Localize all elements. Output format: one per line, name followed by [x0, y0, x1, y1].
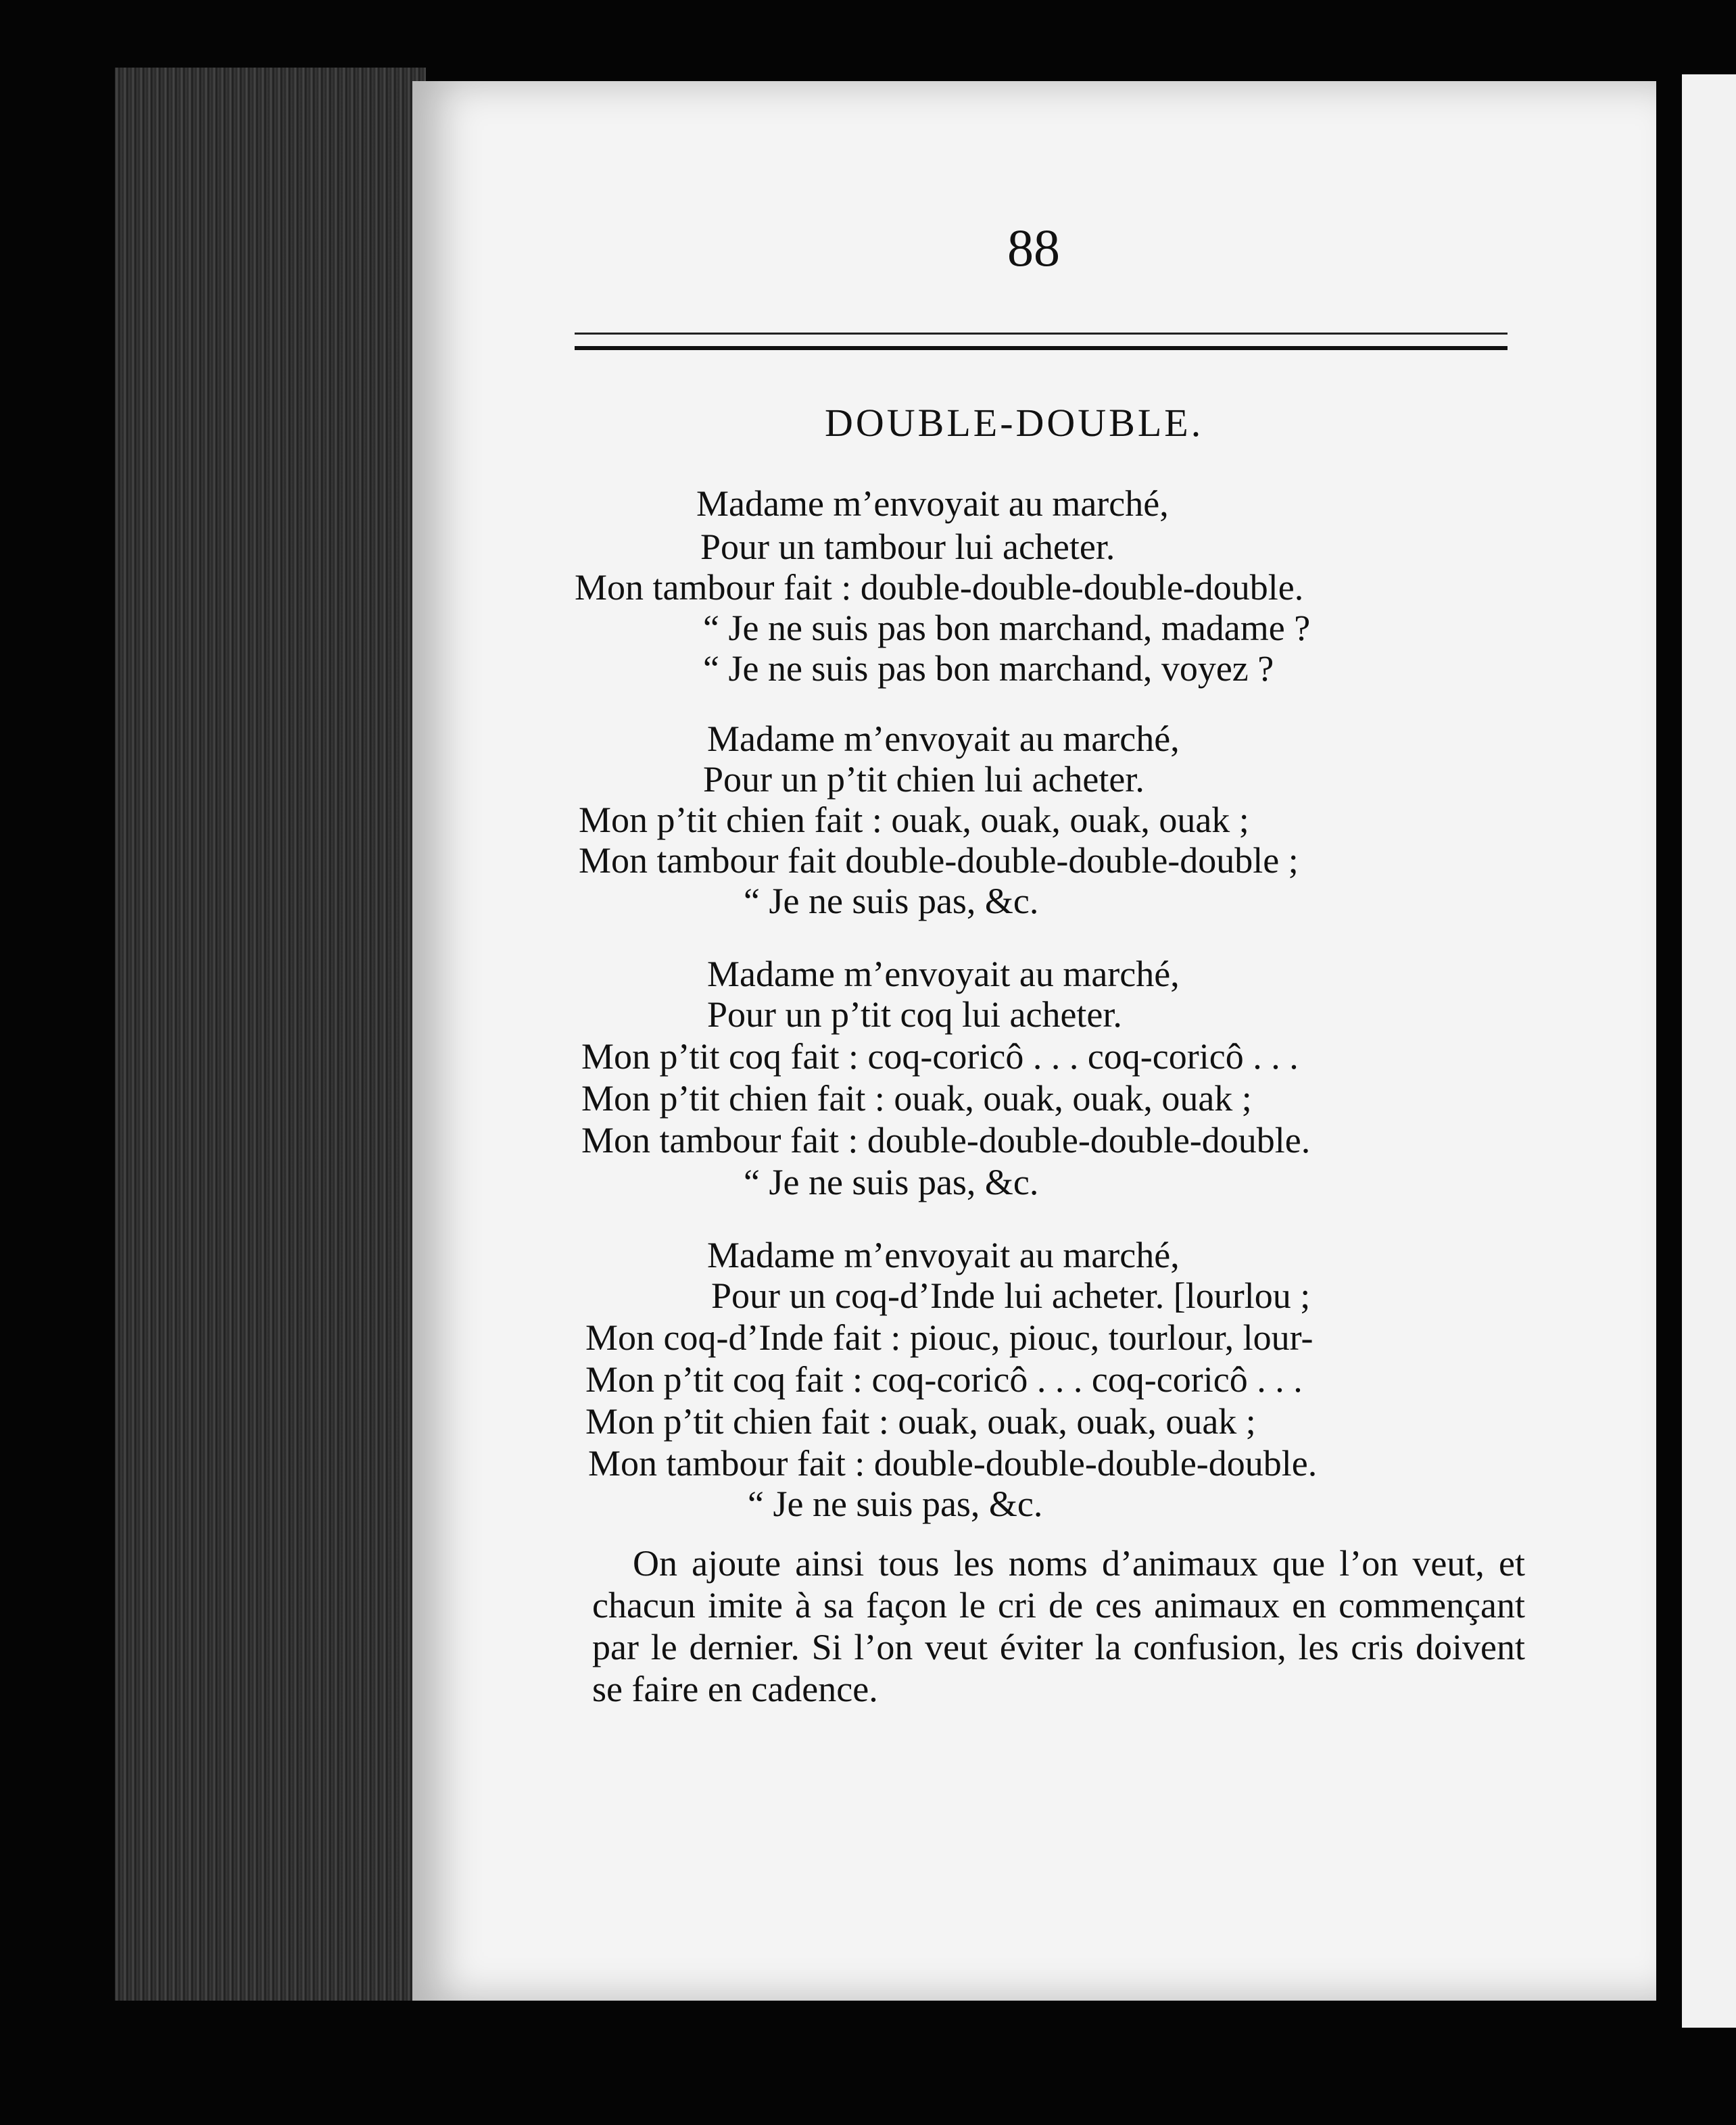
verse-line: Mon p’tit chien fait : ouak, ouak, ouak, ouak ; — [581, 1078, 1252, 1119]
verse-line: Pour un p’tit chien lui acheter. — [703, 759, 1144, 800]
verse-line: “ Je ne suis pas bon marchand, madame ? — [703, 608, 1311, 648]
verse-line: Madame m’envoyait au marché, — [707, 954, 1180, 994]
page-number: 88 — [1007, 218, 1060, 277]
song-title: DOUBLE-DOUBLE. — [825, 401, 1204, 445]
verse-line: Madame m’envoyait au marché, — [696, 483, 1169, 524]
header-rule-thick — [575, 346, 1508, 350]
verse-line: Mon p’tit coq fait : coq-coricô . . . coq-coricô . . . — [585, 1359, 1303, 1400]
verse-line: Madame m’envoyait au marché, — [707, 1235, 1180, 1275]
verse-line: Mon coq-d’Inde fait : piouc, piouc, tourlour, lour- — [585, 1317, 1313, 1358]
verse-line: Mon tambour fait : double-double-double-double. — [581, 1120, 1311, 1161]
verse-line: “ Je ne suis pas, &c. — [744, 881, 1039, 921]
header-rule-thin — [575, 333, 1508, 335]
verse-line: Mon tambour fait double-double-double-double ; — [579, 840, 1299, 881]
verse-line: Pour un p’tit coq lui acheter. — [707, 994, 1122, 1035]
verse-line: Pour un coq-d’Inde lui acheter. [lourlou ; — [711, 1275, 1311, 1316]
verse-line: Mon p’tit chien fait : ouak, ouak, ouak, ouak ; — [579, 800, 1249, 840]
verse-line: Mon p’tit coq fait : coq-coricô . . . coq-coricô . . . — [581, 1036, 1299, 1077]
verse-line: Pour un tambour lui acheter. — [700, 527, 1115, 567]
facing-page-edge — [1682, 74, 1736, 2028]
verse-line: “ Je ne suis pas bon marchand, voyez ? — [703, 648, 1274, 689]
verse-line: Mon tambour fait : double-double-double-double. — [575, 567, 1304, 608]
verse-line: Madame m’envoyait au marché, — [707, 718, 1180, 759]
verse-line: Mon tambour fait : double-double-double-double. — [588, 1443, 1318, 1484]
verse-line: “ Je ne suis pas, &c. — [748, 1484, 1043, 1524]
verse-line: “ Je ne suis pas, &c. — [744, 1162, 1039, 1202]
book-page-edges — [115, 68, 426, 2001]
verse-line: Mon p’tit chien fait : ouak, ouak, ouak, ouak ; — [585, 1401, 1256, 1442]
closing-paragraph: On ajoute ainsi tous les noms d’animaux que l’on veut, et chacun imite à sa façon le cri de ces animaux en commençant par le dernier. Si l’on veut éviter la confusion, les cris doivent se faire en cadence. — [592, 1543, 1525, 1709]
